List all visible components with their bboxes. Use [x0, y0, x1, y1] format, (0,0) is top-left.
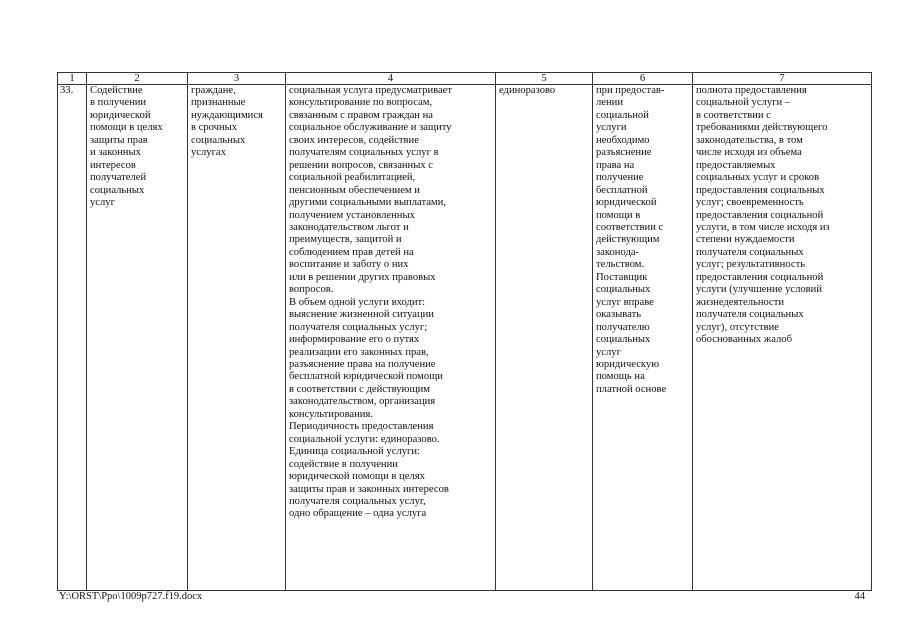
- recipients-cell: граждане, признанные нуждающимися в срочных социальных услугах: [188, 85, 286, 591]
- quality-indicators-cell: полнота предоставления социальной услуги – в соответствии с требованиями действующего законодательства, в том числе исходя из объема предоставляемых социальных услуг и сроков предоставления социальных услуг; своевременность предоставления социальной услуги, в том числе исходя из степени нуждаемости получателя социальных услуг; результативность предоставления социальной услуги (улучшение условий жизнедеятельности получателя социальных услуг), отсутствие обоснованных жалоб: [693, 85, 872, 591]
- row-number-cell: 33.: [58, 85, 87, 591]
- column-number-cell: 7: [693, 73, 872, 85]
- column-number-cell: 1: [58, 73, 87, 85]
- column-number-row: [58, 73, 872, 85]
- column-number-cell: 3: [188, 73, 286, 85]
- service-description-cell: социальная услуга предусматривает консультирование по вопросам, связанным с правом граждан на социальное обслуживание и защиту своих интересов, содействие получателям социальных услуг в решении вопросов, связанных с социальной реабилитацией, пенсионным обеспечением и другими социальными выплатами, получением установленных законодательством льгот и преимуществ, защитой и соблюдением прав детей на воспитание и заботу о них или в решении других правовых вопросов. В объем одной услуги входит: выяснение жизненной ситуации получателя социальных услуг; информирование его о путях реализации его законных прав, разъяснение права на получение бесплатной юридической помощи в соответствии с действующим законодательством, организация консультирования. Периодичность предоставления социальной услуги: единоразово. Единица социальной услуги: содействие в получении юридической помощи в целях защиты прав и законных интересов получателя социальных услуг, одно обращение – одна услуга: [286, 85, 496, 591]
- conditions-cell: при предостав- лении социальной услуги необходимо разъяснение права на получение бесплатной юридической помощи в соответствии с действующим законода- тельством. Поставщик социальных услуг вправе оказывать получателю социальных услуг юридическую помощь на платной основе: [593, 85, 693, 591]
- frequency-cell: единоразово: [496, 85, 593, 591]
- footer-page-number: 44: [854, 591, 865, 602]
- column-number-cell: 4: [286, 73, 496, 85]
- table-row: [58, 85, 872, 591]
- services-table: [57, 72, 872, 591]
- service-name-cell: Содействие в получении юридической помощи в целях защиты прав и законных интересов получателей социальных услуг: [87, 85, 188, 591]
- column-number-cell: 2: [87, 73, 188, 85]
- footer-file-path: Y:\ORST\Ppo\1009p727.f19.docx: [59, 591, 203, 602]
- column-number-cell: 6: [593, 73, 693, 85]
- column-number-cell: 5: [496, 73, 593, 85]
